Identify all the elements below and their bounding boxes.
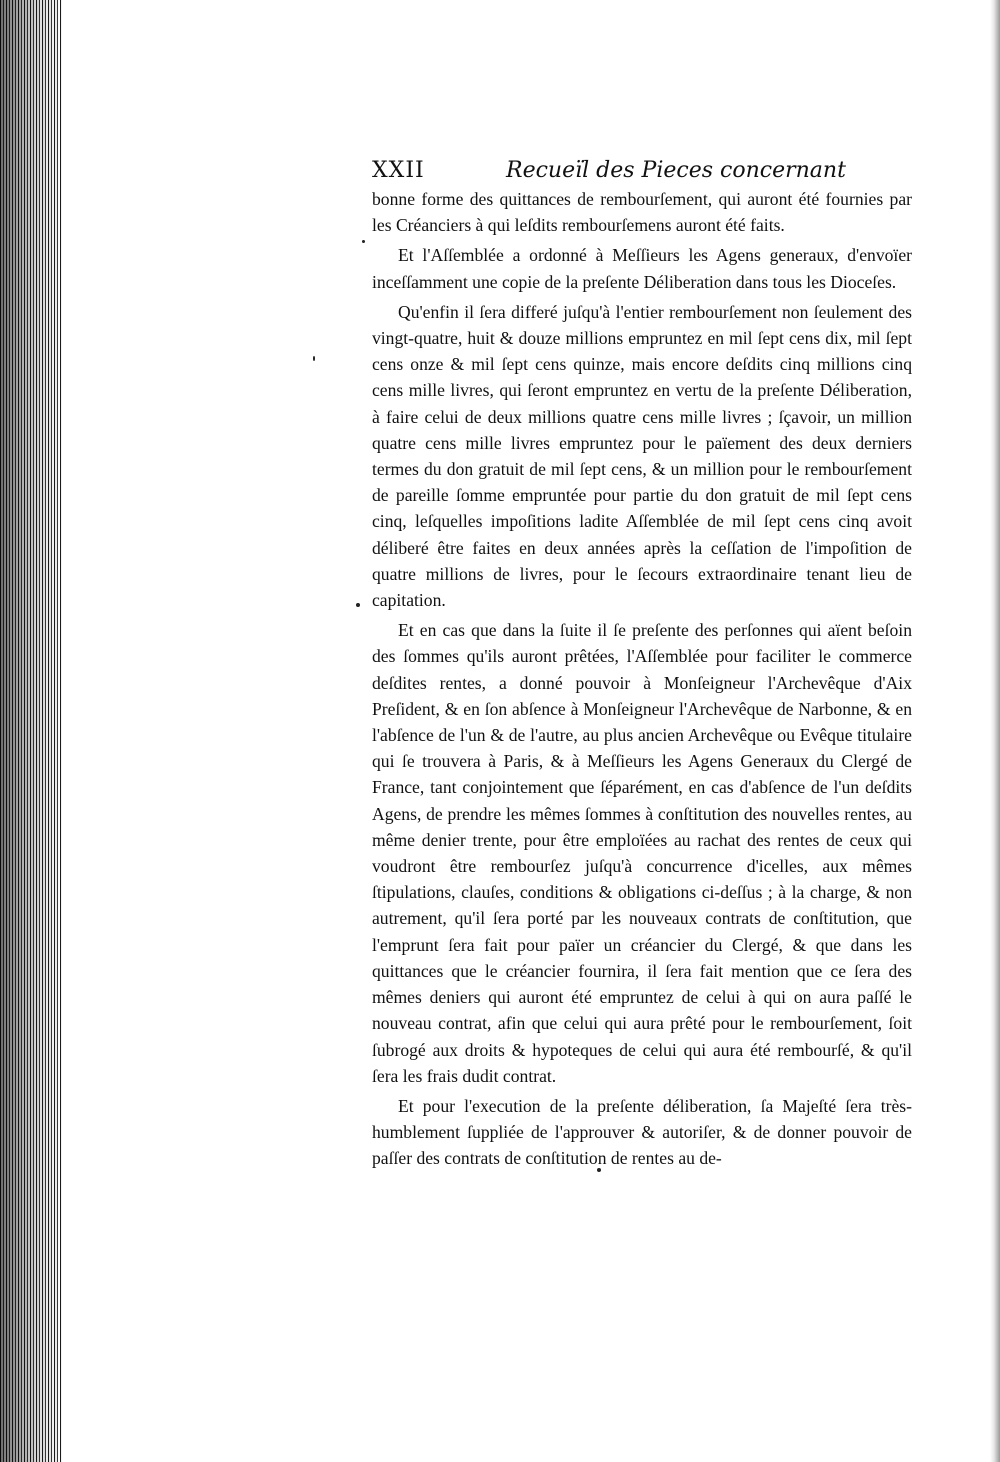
ink-speck [597,1168,601,1172]
gutter-shadow [0,0,62,1462]
ink-speck [356,603,360,607]
paragraph-2: Et l'Aſſemblée a ordonné à Meſſieurs les Agens generaux, d'envoïer inceſſamment une copie de la preſente Déliberation dans tous les Dioceſes. [372,245,912,292]
paragraph-5: Et pour l'execution de la preſente déliberation, ſa Majeſté ſera très-humblement ſuppliée de l'approuver & autoriſer, & de donner pouvoir de paſſer des contrats de conſtitution de rentes au de- [372,1095,912,1169]
paragraph-4: Et en cas que dans la ſuite il ſe preſente des perſonnes qui aïent beſoin des ſommes qu'ils auront prêtées, l'Aſſemblée pour faciliter le commerce deſdites rentes, a donné pouvoir à Monſeigneur l'Archevêque d'Aix Preſident, & en ſon abſence à Monſeigneur l'Archevêque de Narbonne, & en l'abſence de l'un & de l'autre, au plus ancien Archevêque ou Evêque titulaire qui ſe trouvera à Paris, & à Meſſieurs les Agens Generaux du Clergé de France, tant conjointement que ſéparément, en cas d'abſence de l'un deſdits Agens, de prendre les mêmes ſommes à conſtitution des nouvelles rentes, au même denier trente, pour être emploïées au rachat des rentes de ceux qui voudront être rembourſez juſqu'à concurrence d'icelles, aux mêmes ſtipulations, clauſes, conditions & obligations ci-deſſus ; à la charge, & non autrement, qu'il ſera porté par les nouveaux contrats de conſtitution, que l'emprunt ſera fait pour païer un créancier du Clergé, & que dans les quittances que le créancier fournira, il ſera fait mention que ce ſera des mêmes deniers qui auront été empruntez de celui à qui on aura paſſé le nouveau contrat, afin que celui qui aura prêté pour le rembourſement, ſoit ſubrogé aux droits & hypoteques de celui qui aura été rembourſé, & qu'il ſera les frais dudit contrat. [372,620,912,1086]
running-title: Recueïl des Pieces concernant [506,158,846,183]
ink-speck [313,356,315,361]
ink-speck [362,240,365,243]
paragraph-1: bonne forme des quittances de rembourſement, qui auront été fournies par les Créanciers à qui leſdits rembourſemens auront été faits. [372,189,912,236]
body-text [372,186,912,1176]
running-head [372,158,912,188]
page-number: XXII [372,158,425,183]
paragraph-3: Qu'enfin il ſera differé juſqu'à l'entier rembourſement non ſeulement des vingt-quatre, huit & douze millions empruntez en mil ſept cens dix, mil ſept cens onze & mil ſept cens quinze, mais encore deſdits cinq millions cinq cens mille livres, qui ſeront empruntez en vertu de la preſente Déliberation, à faire celui de deux millions quatre cens mille livres ; ſçavoir, un million quatre cens mille livres empruntez pour le païement des deux derniers termes du don gratuit de mil ſept cens, & un million pour le rembourſement de pareille ſomme empruntée pour partie du don gratuit de mil ſept cens cinq, leſquelles impoſitions ladite Aſſemblée de mil ſept cens cinq avoit déliberé être faites en deux années après la ceſſation de l'impoſition de quatre millions de livres, pour le ſecours extraordinaire tenant lieu de capitation. [372,301,912,611]
page-edge [990,0,1000,1462]
